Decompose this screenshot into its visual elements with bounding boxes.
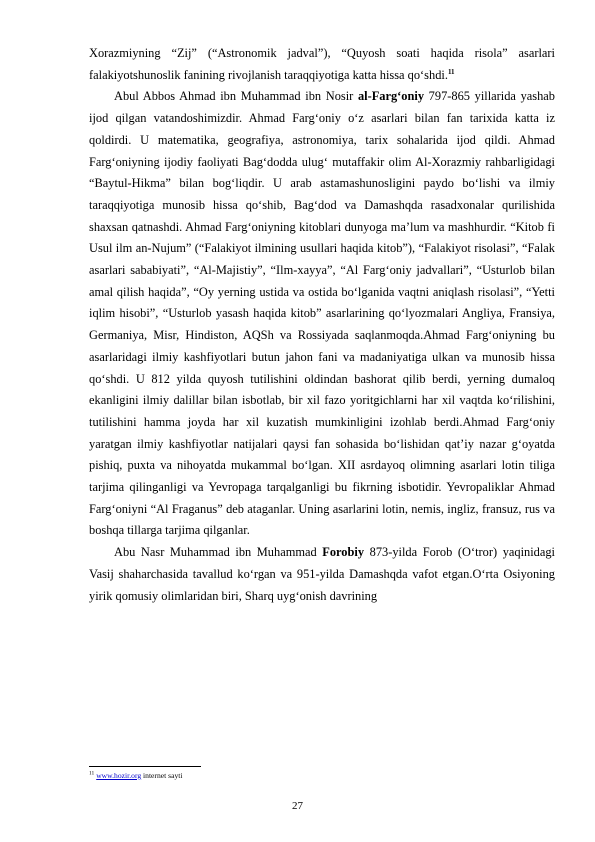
footnote-separator [89,766,201,767]
name-forobiy: Forobiy [322,545,365,560]
footnote-number: 11 [89,770,95,777]
paragraph-text-start: Abul Abbos Ahmad ibn Muhammad ibn Nosir [114,89,358,104]
name-fargoniy: al-Farg‘oniy [357,89,425,104]
footnote [89,771,182,781]
paragraph-fargoniy [89,86,555,542]
paragraph-xorazmiy [89,43,555,86]
paragraph-text-rest: 797-865 yillarida yashab ijod qilgan vatandoshimizdir. Ahmad Farg‘oniy o‘z asarlari bilan fan tarixida katta iz qoldirdi. U matematika, geografiya, astronomiya, tarix sohalarida ijod qildi. Ahmad Farg‘oniyning ijodiy faoliyati Bag‘dodda ulug‘ mutaffakir olim Al-Xorazmiy rahbarligidagi “Baytul-Hikma” bilan bog‘liqdir. U arab astamashunosligini paydo bo‘lishi va ilmiy taraqqiyotiga munosib hissa qo‘shib, Bag‘dod va Damashqda rasadxonalar qurilishida shaxsan qatnashdi. Ahmad Farg‘oniyning kitoblari dunyoga ma’lum va mashhurdir. “Kitob fi Usul ilm an-Nujum” (“Falakiyot ilmining usullari haqida kitob”), “Falakiyot risolasi”, “Falak asarlari sababiyati”, “Al-Majistiy”, “Ilm-xayya”, “Al Farg‘oniy jadvallari”, “Usturlob bilan amal qilish haqida”, “Oy yerning ustida va ostida bo‘lganida vaqtni aniqlash risolasi”, “Yetti iqlim hisobi”, “Usturlob yasash haqida kitob” asarlarining qo‘lyozmalari Angliya, Fransiya, Germaniya, Misr, Hindiston, AQSh va Rossiyada saqlanmoqda.Ahmad Farg‘oniyning bu asarlaridagi ilmiy kashfiyotlari butun jahon fani va madaniyatiga ulkan va munosib hissa qo‘shdi. U 812 yilda quyosh tutilishini oldindan bashorat qilib berdi, yerning dumaloq ekanligini ilmiy dalillar bilan isbotlab, bir xil fazo yoritgichlarni har xil vaqtda ko‘rilishini, tutilishini hamma joyda har xil kuzatish mumkinligini izohlab berdi.Ahmad Farg‘oniy yaratgan ilmiy kashfiyotlar natijalari qaysi fan sohasida bo‘lishidan qat’iy nazar g‘oyatda pishiq, puxta va nihoyatda mukammal bo‘lgan. XII asrdayoq olimning asarlari lotin tiliga tarjima qilinganligi va Yevropaga tarqalganligi bu fikrning isbotidir. Yevropaliklar Ahmad Farg‘oniyni “Al Fraganus” deb ataganlar. Uning asarlarini lotin, nemis, ingliz, fransuz, rus va boshqa tillarga tarjima qilganlar. [89,89,555,538]
paragraph-text-rest: 873-yilda Forob (O‘tror) yaqinidagi Vasij shaharchasida tavallud ko‘rgan va 951-yilda Damashqda vafot etgan.O‘rta Osiyoning yirik qomusiy olimlaridan biri, Sharq uyg‘onish davrining [89,545,555,603]
footnote-reference[interactable]: 11 [447,67,455,76]
paragraph-text: Xorazmiyning “Zij” (“Astronomik jadval”), “Quyosh soati haqida risola” asarlari falakiyotshunoslik fanining rivojlanish taraqqiyotiga katta hissa qo‘shdi. [89,46,555,82]
footnote-suffix: internet sayti [141,771,183,780]
footnote-link[interactable]: www.hozir.org [96,771,142,780]
page-number: 27 [292,800,303,812]
paragraph-forobiy [89,542,555,607]
paragraph-text-start: Abu Nasr Muhammad ibn Muhammad [114,545,323,560]
body-text [89,43,555,607]
